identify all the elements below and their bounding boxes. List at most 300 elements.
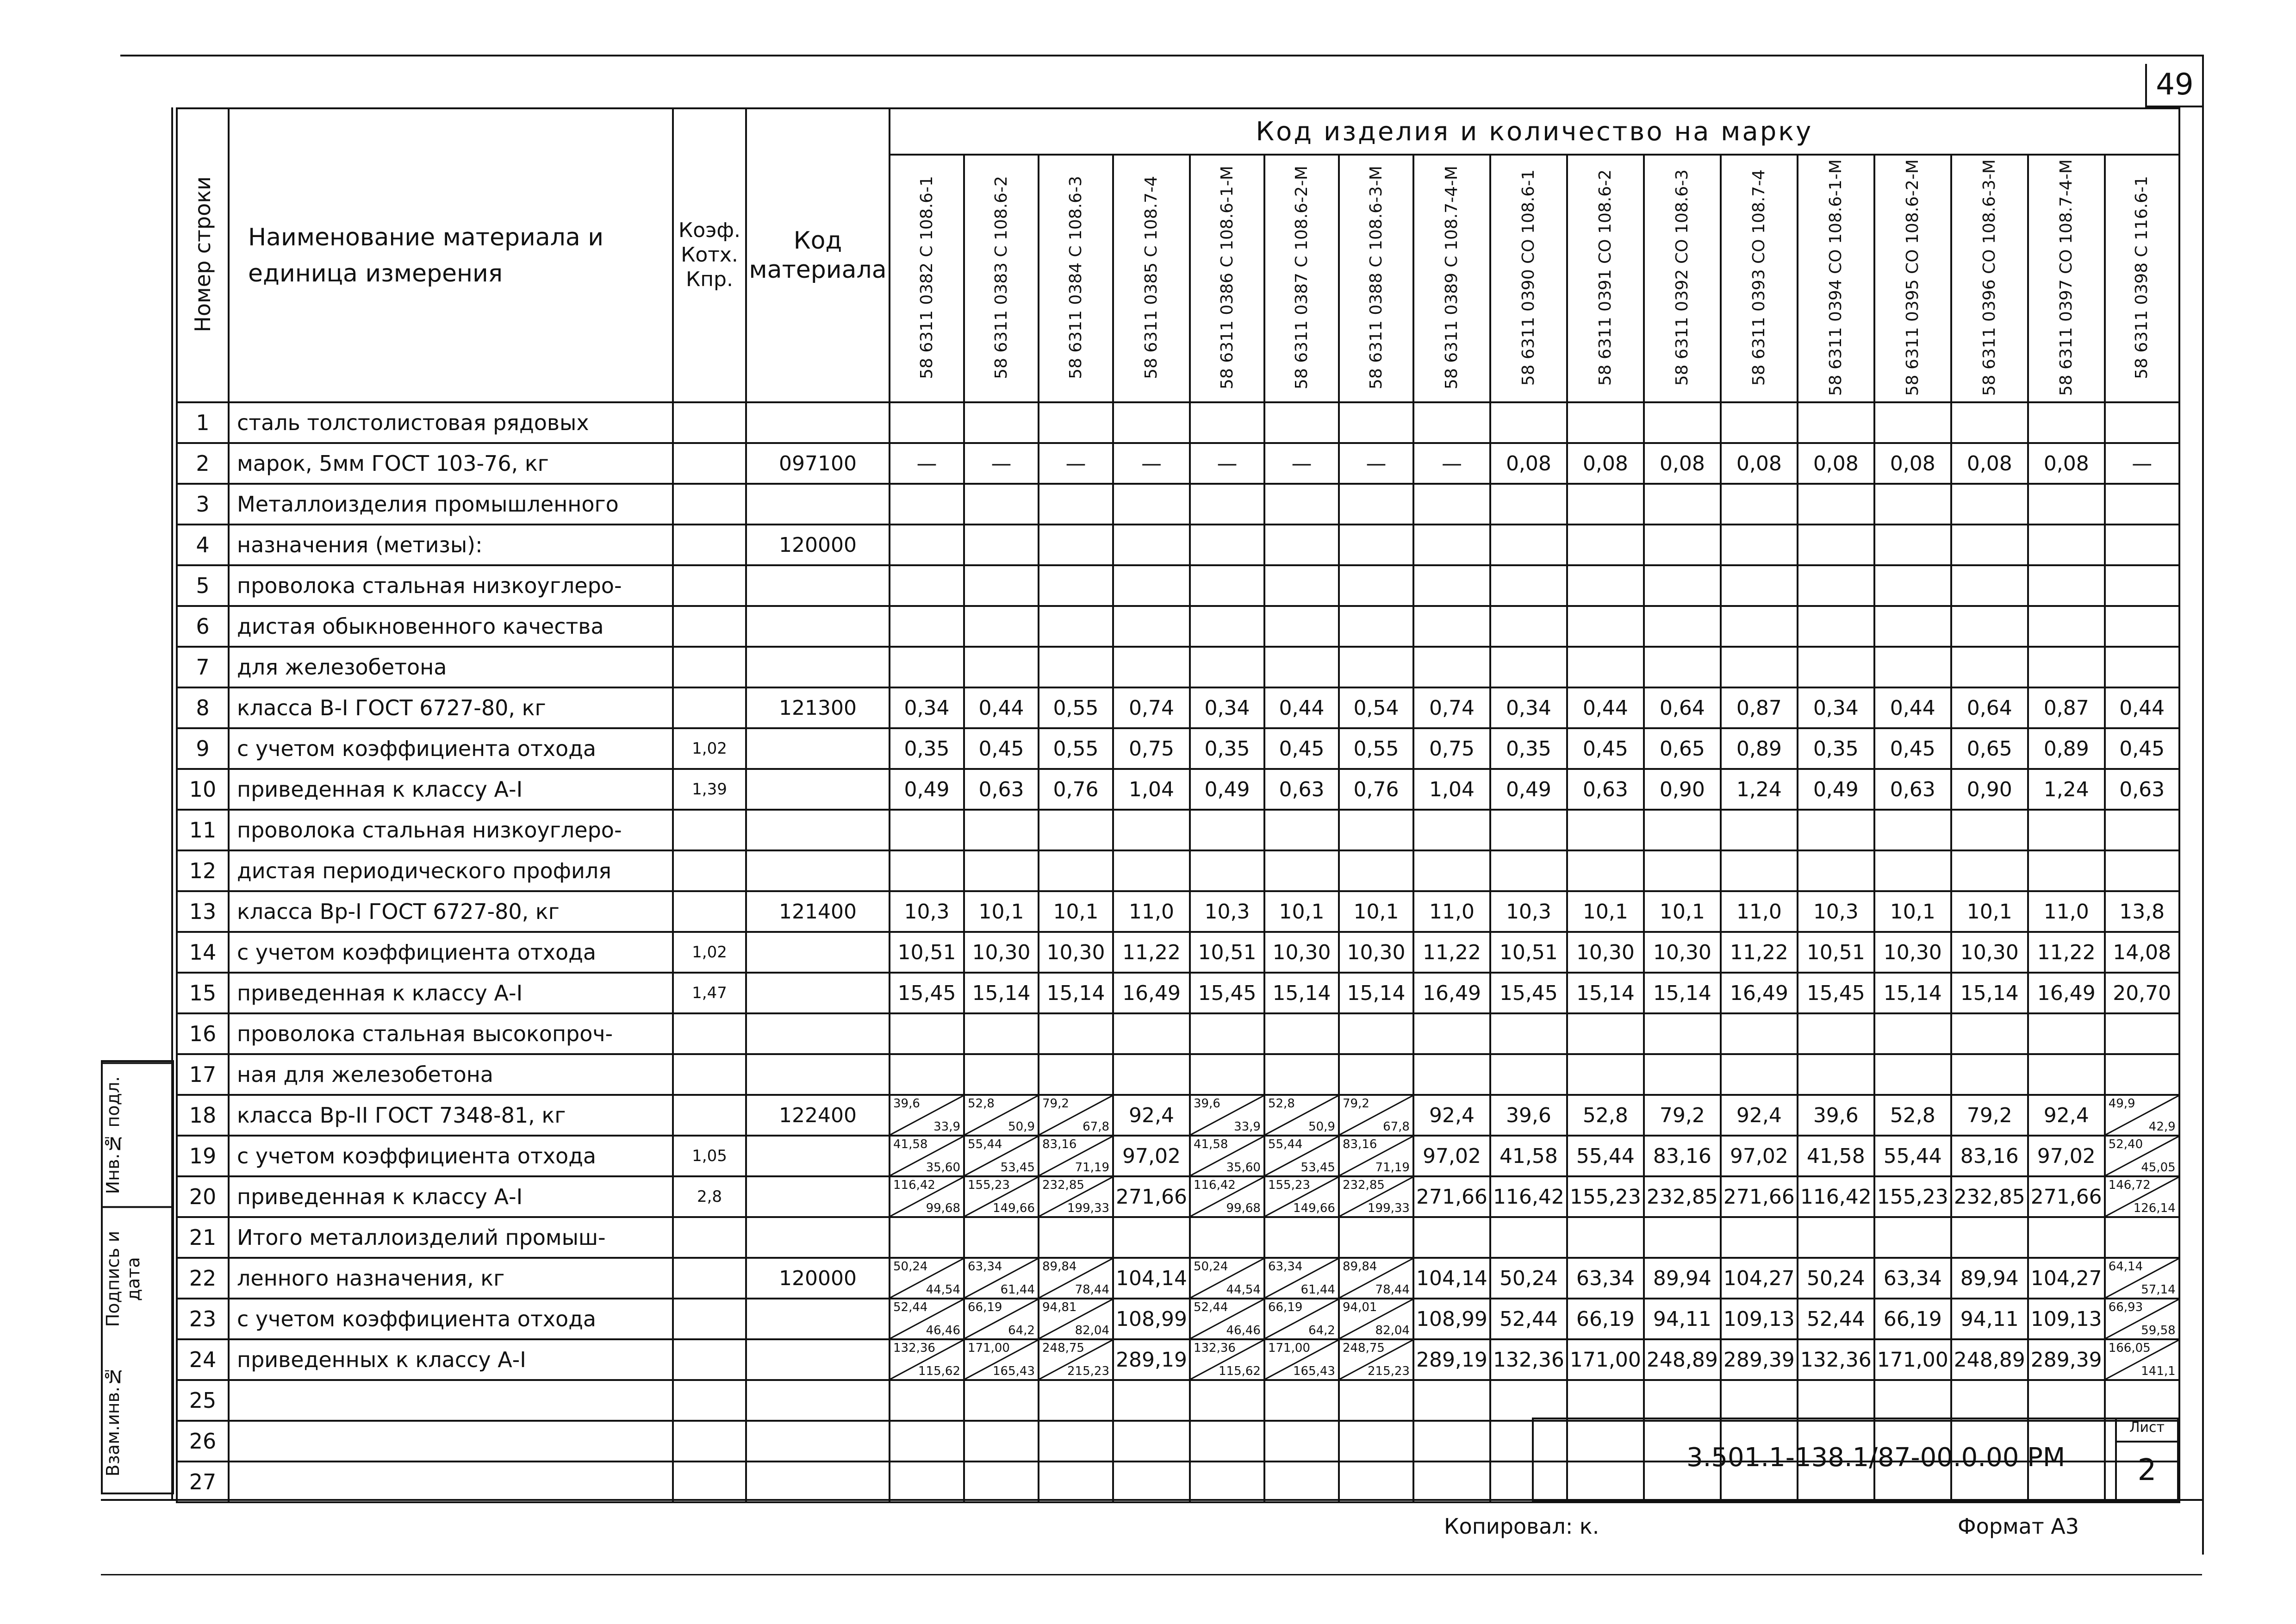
value-cell: 0,45 bbox=[1567, 728, 1644, 769]
value-cell bbox=[1490, 525, 1567, 565]
value-cell bbox=[1721, 1380, 1798, 1421]
value-cell: 232,85 bbox=[1951, 1176, 2028, 1217]
value-cell bbox=[1264, 1462, 1339, 1502]
value-cell: 0,08 bbox=[1798, 443, 1874, 484]
value-cell: 10,1 bbox=[964, 891, 1039, 932]
value-cell bbox=[1339, 1217, 1413, 1258]
value-cell bbox=[1567, 1217, 1644, 1258]
value-cell: 0,63 bbox=[2105, 769, 2179, 810]
value-cell bbox=[1721, 1217, 1798, 1258]
value-cell: 10,1 bbox=[1951, 891, 2028, 932]
value-cell: 15,14 bbox=[1339, 973, 1413, 1013]
value-lower: 165,43 bbox=[993, 1364, 1035, 1379]
value-cell bbox=[1490, 1380, 1567, 1421]
value-cell: 97,02 bbox=[1721, 1136, 1798, 1176]
value-upper: 64,14 bbox=[2108, 1260, 2143, 1274]
value-cell: 0,08 bbox=[1721, 443, 1798, 484]
table-row bbox=[177, 973, 2179, 1013]
value-cell: 248,89 bbox=[1951, 1339, 2028, 1380]
material-code-cell bbox=[746, 1013, 890, 1054]
value-cell: 14,08 bbox=[2105, 932, 2179, 973]
value-cell: 0,45 bbox=[1874, 728, 1951, 769]
table-row bbox=[177, 1013, 2179, 1054]
value-cell: 0,34 bbox=[890, 687, 964, 728]
value-cell: 1,24 bbox=[1721, 769, 1798, 810]
value-cell: 271,66 bbox=[1413, 1176, 1490, 1217]
side-stamp bbox=[101, 1060, 174, 1494]
value-cell bbox=[1567, 484, 1644, 525]
value-cell bbox=[1644, 1054, 1721, 1095]
value-cell bbox=[1339, 1462, 1413, 1502]
value-cell: 232,85 bbox=[1644, 1176, 1721, 1217]
split-value-cell bbox=[1190, 1095, 1264, 1136]
value-upper: 83,16 bbox=[1042, 1137, 1077, 1152]
value-lower: 71,19 bbox=[1375, 1161, 1410, 1175]
value-cell: 10,3 bbox=[1798, 891, 1874, 932]
value-upper: 63,34 bbox=[1268, 1260, 1303, 1274]
value-cell: 15,45 bbox=[1190, 973, 1264, 1013]
value-cell: 0,44 bbox=[2105, 687, 2179, 728]
split-value-cell bbox=[964, 1339, 1039, 1380]
value-cell bbox=[1567, 606, 1644, 647]
value-cell bbox=[1798, 525, 1874, 565]
value-cell: 289,19 bbox=[1413, 1339, 1490, 1380]
page-bottom-line bbox=[101, 1574, 2202, 1575]
value-cell: 109,13 bbox=[2028, 1299, 2105, 1339]
value-cell bbox=[1190, 484, 1264, 525]
value-cell: 1,04 bbox=[1413, 769, 1490, 810]
value-upper: 50,24 bbox=[893, 1260, 928, 1274]
value-cell: 10,1 bbox=[1567, 891, 1644, 932]
material-name: назначения (метизы): bbox=[229, 525, 673, 565]
stamp-inv-podl: Инв.№ подл. bbox=[103, 1062, 172, 1206]
value-cell: 109,13 bbox=[1721, 1299, 1798, 1339]
coef-cell bbox=[673, 810, 746, 850]
material-code-cell bbox=[746, 402, 890, 443]
value-cell: 0,34 bbox=[1798, 687, 1874, 728]
value-cell bbox=[1113, 1054, 1190, 1095]
product-code-header: 58 6311 0392 СО 108.6-3 bbox=[1644, 155, 1721, 402]
split-value-cell bbox=[1264, 1258, 1339, 1299]
value-cell: 11,0 bbox=[1113, 891, 1190, 932]
table-row bbox=[177, 1217, 2179, 1258]
row-number: 16 bbox=[177, 1013, 229, 1054]
value-cell: 16,49 bbox=[1413, 973, 1490, 1013]
value-cell bbox=[964, 1054, 1039, 1095]
table-row bbox=[177, 1136, 2179, 1176]
value-lower: 99,68 bbox=[1226, 1201, 1261, 1216]
value-cell bbox=[2028, 606, 2105, 647]
value-cell bbox=[1721, 525, 1798, 565]
value-lower: 82,04 bbox=[1075, 1324, 1109, 1338]
value-cell bbox=[1339, 1421, 1413, 1462]
row-number: 25 bbox=[177, 1380, 229, 1421]
sheet-label: Лист bbox=[2117, 1419, 2177, 1443]
split-value-cell bbox=[890, 1176, 964, 1217]
value-cell: 0,08 bbox=[1951, 443, 2028, 484]
value-lower: 35,60 bbox=[926, 1161, 960, 1175]
split-value-cell bbox=[964, 1258, 1039, 1299]
top-border-line bbox=[120, 55, 2203, 56]
value-cell bbox=[2105, 484, 2179, 525]
value-cell bbox=[1413, 1054, 1490, 1095]
value-cell bbox=[1190, 525, 1264, 565]
value-cell bbox=[1567, 1054, 1644, 1095]
value-cell: 0,44 bbox=[1264, 687, 1339, 728]
product-code-header: 58 6311 0390 СО 108.6-1 bbox=[1490, 155, 1567, 402]
document-number: 3.501.1-138.1/87-00.0.00 РМ bbox=[1686, 1443, 2066, 1473]
value-cell bbox=[1567, 1013, 1644, 1054]
table-row bbox=[177, 1176, 2179, 1217]
value-cell bbox=[1190, 606, 1264, 647]
value-cell: 104,14 bbox=[1113, 1258, 1190, 1299]
value-cell: 10,30 bbox=[1644, 932, 1721, 973]
value-cell: 89,94 bbox=[1644, 1258, 1721, 1299]
row-number: 9 bbox=[177, 728, 229, 769]
value-cell: 11,22 bbox=[1113, 932, 1190, 973]
value-cell: 10,30 bbox=[1339, 932, 1413, 973]
value-lower: 78,44 bbox=[1075, 1283, 1109, 1297]
value-cell bbox=[1798, 606, 1874, 647]
split-value-cell bbox=[2105, 1258, 2179, 1299]
value-cell bbox=[1413, 565, 1490, 606]
value-cell bbox=[1567, 647, 1644, 687]
value-cell bbox=[890, 1462, 964, 1502]
value-upper: 116,42 bbox=[1193, 1178, 1236, 1193]
row-number: 14 bbox=[177, 932, 229, 973]
table-row bbox=[177, 647, 2179, 687]
value-cell: 20,70 bbox=[2105, 973, 2179, 1013]
value-cell: 92,4 bbox=[2028, 1095, 2105, 1136]
value-lower: 67,8 bbox=[1083, 1120, 1109, 1134]
value-upper: 248,75 bbox=[1342, 1341, 1385, 1355]
product-code-header: 58 6311 0397 СО 108.7-4-М bbox=[2028, 155, 2105, 402]
value-cell bbox=[1113, 810, 1190, 850]
value-cell: 108,99 bbox=[1113, 1299, 1190, 1339]
coef-cell: 1,02 bbox=[673, 728, 746, 769]
value-lower: 149,66 bbox=[1293, 1201, 1335, 1216]
row-number: 12 bbox=[177, 850, 229, 891]
value-cell bbox=[1874, 1013, 1951, 1054]
value-cell: 116,42 bbox=[1490, 1176, 1567, 1217]
value-cell bbox=[964, 850, 1039, 891]
split-value-cell bbox=[1339, 1136, 1413, 1176]
value-cell bbox=[1567, 402, 1644, 443]
split-value-cell bbox=[1039, 1095, 1113, 1136]
material-code-cell bbox=[746, 1217, 890, 1258]
value-cell: 92,4 bbox=[1413, 1095, 1490, 1136]
value-cell bbox=[1490, 484, 1567, 525]
coef-cell bbox=[673, 891, 746, 932]
value-cell bbox=[1039, 850, 1113, 891]
value-cell bbox=[2105, 647, 2179, 687]
value-cell: 0,90 bbox=[1644, 769, 1721, 810]
value-cell bbox=[890, 1421, 964, 1462]
value-cell: 1,24 bbox=[2028, 769, 2105, 810]
value-cell bbox=[964, 1380, 1039, 1421]
table-row bbox=[177, 810, 2179, 850]
value-cell bbox=[1721, 810, 1798, 850]
value-upper: 52,8 bbox=[968, 1097, 995, 1111]
material-name: проволока стальная высокопроч- bbox=[229, 1013, 673, 1054]
value-cell: — bbox=[1039, 443, 1113, 484]
value-cell bbox=[1721, 647, 1798, 687]
value-cell bbox=[1039, 565, 1113, 606]
value-upper: 248,75 bbox=[1042, 1341, 1084, 1355]
value-cell bbox=[964, 565, 1039, 606]
value-cell bbox=[1798, 810, 1874, 850]
value-upper: 89,84 bbox=[1042, 1260, 1077, 1274]
value-cell bbox=[890, 606, 964, 647]
value-lower: 44,54 bbox=[1226, 1283, 1261, 1297]
value-cell: 171,00 bbox=[1567, 1339, 1644, 1380]
value-cell bbox=[1874, 647, 1951, 687]
material-code-cell bbox=[746, 1421, 890, 1462]
table-row bbox=[177, 402, 2179, 443]
value-cell bbox=[964, 810, 1039, 850]
row-number: 3 bbox=[177, 484, 229, 525]
material-code-cell: 122400 bbox=[746, 1095, 890, 1136]
material-code-cell bbox=[746, 484, 890, 525]
value-cell bbox=[890, 1217, 964, 1258]
material-code-cell bbox=[746, 1380, 890, 1421]
coef-cell bbox=[673, 1380, 746, 1421]
value-lower: 71,19 bbox=[1075, 1161, 1109, 1175]
value-cell: 63,34 bbox=[1874, 1258, 1951, 1299]
material-name bbox=[229, 1421, 673, 1462]
table-row bbox=[177, 1095, 2179, 1136]
product-group-header: Код изделия и количество на марку bbox=[890, 108, 2179, 155]
value-cell: 15,14 bbox=[1264, 973, 1339, 1013]
row-number: 18 bbox=[177, 1095, 229, 1136]
value-cell: 0,49 bbox=[1490, 769, 1567, 810]
value-cell bbox=[964, 1421, 1039, 1462]
value-upper: 232,85 bbox=[1342, 1178, 1385, 1193]
row-number: 4 bbox=[177, 525, 229, 565]
split-value-cell bbox=[964, 1299, 1039, 1339]
table-row bbox=[177, 728, 2179, 769]
material-code-cell bbox=[746, 647, 890, 687]
value-cell: 10,1 bbox=[1039, 891, 1113, 932]
value-upper: 155,23 bbox=[968, 1178, 1010, 1193]
value-cell bbox=[1264, 402, 1339, 443]
value-cell bbox=[1567, 565, 1644, 606]
value-cell bbox=[1339, 810, 1413, 850]
row-number: 5 bbox=[177, 565, 229, 606]
value-cell: 1,04 bbox=[1113, 769, 1190, 810]
value-cell bbox=[1264, 810, 1339, 850]
product-code-header: 58 6311 0383 С 108.6-2 bbox=[964, 155, 1039, 402]
split-value-cell bbox=[890, 1136, 964, 1176]
value-cell bbox=[1264, 1217, 1339, 1258]
value-cell: 94,11 bbox=[1951, 1299, 2028, 1339]
value-upper: 39,6 bbox=[893, 1097, 920, 1111]
value-cell bbox=[1951, 565, 2028, 606]
value-lower: 67,8 bbox=[1383, 1120, 1410, 1134]
value-cell: 0,55 bbox=[1039, 728, 1113, 769]
value-cell bbox=[890, 565, 964, 606]
row-number: 13 bbox=[177, 891, 229, 932]
split-value-cell bbox=[1039, 1176, 1113, 1217]
material-code-cell bbox=[746, 1054, 890, 1095]
value-cell bbox=[1413, 1380, 1490, 1421]
value-cell bbox=[1490, 850, 1567, 891]
row-number: 1 bbox=[177, 402, 229, 443]
value-cell bbox=[2028, 647, 2105, 687]
product-code-header: 58 6311 0384 С 108.6-3 bbox=[1039, 155, 1113, 402]
value-cell bbox=[1113, 1462, 1190, 1502]
value-cell: 0,55 bbox=[1039, 687, 1113, 728]
split-value-cell bbox=[1339, 1176, 1413, 1217]
value-cell: 0,74 bbox=[1413, 687, 1490, 728]
material-code-cell: 097100 bbox=[746, 443, 890, 484]
value-cell bbox=[2028, 1013, 2105, 1054]
value-cell: 15,14 bbox=[1567, 973, 1644, 1013]
value-cell bbox=[1951, 810, 2028, 850]
value-cell: 13,8 bbox=[2105, 891, 2179, 932]
value-cell: 63,34 bbox=[1567, 1258, 1644, 1299]
value-cell bbox=[2028, 1054, 2105, 1095]
value-cell bbox=[1264, 606, 1339, 647]
value-cell: 15,14 bbox=[1039, 973, 1113, 1013]
row-number: 2 bbox=[177, 443, 229, 484]
value-upper: 52,44 bbox=[893, 1300, 928, 1315]
value-cell: 52,44 bbox=[1798, 1299, 1874, 1339]
value-cell bbox=[1951, 850, 2028, 891]
value-cell bbox=[1339, 1380, 1413, 1421]
material-code-cell bbox=[746, 769, 890, 810]
split-value-cell bbox=[1190, 1339, 1264, 1380]
value-lower: 165,43 bbox=[1293, 1364, 1335, 1379]
value-upper: 116,42 bbox=[893, 1178, 935, 1193]
value-cell: 0,35 bbox=[1190, 728, 1264, 769]
value-cell: 79,2 bbox=[1951, 1095, 2028, 1136]
material-name: класса Вр-II ГОСТ 7348-81, кг bbox=[229, 1095, 673, 1136]
value-cell bbox=[2105, 850, 2179, 891]
material-code-cell: 120000 bbox=[746, 525, 890, 565]
value-cell bbox=[1721, 1054, 1798, 1095]
value-cell bbox=[1567, 850, 1644, 891]
material-code-cell bbox=[746, 1339, 890, 1380]
value-cell bbox=[2028, 484, 2105, 525]
value-cell: 10,30 bbox=[964, 932, 1039, 973]
value-cell bbox=[1951, 1380, 2028, 1421]
value-cell bbox=[2105, 606, 2179, 647]
value-cell bbox=[1721, 402, 1798, 443]
value-cell bbox=[1190, 647, 1264, 687]
value-cell: 0,49 bbox=[1798, 769, 1874, 810]
value-cell: — bbox=[1190, 443, 1264, 484]
value-cell: 289,19 bbox=[1113, 1339, 1190, 1380]
split-value-cell bbox=[1264, 1095, 1339, 1136]
value-cell: 0,08 bbox=[1567, 443, 1644, 484]
value-cell: 0,45 bbox=[1264, 728, 1339, 769]
value-cell bbox=[1874, 1054, 1951, 1095]
value-cell bbox=[2028, 1217, 2105, 1258]
value-cell bbox=[1874, 810, 1951, 850]
material-name: с учетом коэффициента отхода bbox=[229, 1136, 673, 1176]
value-cell bbox=[1113, 402, 1190, 443]
value-cell bbox=[1490, 565, 1567, 606]
value-upper: 41,58 bbox=[1193, 1137, 1228, 1152]
value-cell bbox=[1039, 484, 1113, 525]
value-cell bbox=[1190, 850, 1264, 891]
value-cell bbox=[2105, 565, 2179, 606]
coef-cell bbox=[673, 1299, 746, 1339]
value-cell bbox=[1190, 1462, 1264, 1502]
value-cell bbox=[1413, 810, 1490, 850]
product-code-header: 58 6311 0398 С 116.6-1 bbox=[2105, 155, 2179, 402]
value-cell: 10,30 bbox=[1264, 932, 1339, 973]
split-value-cell bbox=[1190, 1299, 1264, 1339]
material-name bbox=[229, 1462, 673, 1502]
value-cell: 271,66 bbox=[1113, 1176, 1190, 1217]
value-cell bbox=[1113, 850, 1190, 891]
material-name: с учетом коэффициента отхода bbox=[229, 1299, 673, 1339]
table-row bbox=[177, 891, 2179, 932]
split-value-cell bbox=[2105, 1095, 2179, 1136]
value-cell: 271,66 bbox=[2028, 1176, 2105, 1217]
value-cell: 0,44 bbox=[1567, 687, 1644, 728]
value-cell bbox=[1951, 1013, 2028, 1054]
value-cell bbox=[1190, 1054, 1264, 1095]
split-value-cell bbox=[890, 1339, 964, 1380]
value-lower: 82,04 bbox=[1375, 1324, 1410, 1338]
value-cell bbox=[1039, 1462, 1113, 1502]
value-cell bbox=[1798, 484, 1874, 525]
table-row bbox=[177, 606, 2179, 647]
split-value-cell bbox=[1264, 1176, 1339, 1217]
value-cell: 10,51 bbox=[1190, 932, 1264, 973]
value-cell: 50,24 bbox=[1490, 1258, 1567, 1299]
value-cell: 11,22 bbox=[1413, 932, 1490, 973]
value-cell bbox=[1644, 565, 1721, 606]
value-cell bbox=[1798, 1380, 1874, 1421]
value-cell bbox=[2105, 1217, 2179, 1258]
material-name: для железобетона bbox=[229, 647, 673, 687]
value-cell bbox=[1339, 850, 1413, 891]
value-cell bbox=[1413, 484, 1490, 525]
value-lower: 199,33 bbox=[1367, 1201, 1410, 1216]
product-code-header: 58 6311 0393 СО 108.7-4 bbox=[1721, 155, 1798, 402]
coef-cell bbox=[673, 687, 746, 728]
split-value-cell bbox=[1039, 1339, 1113, 1380]
value-cell: 0,89 bbox=[1721, 728, 1798, 769]
material-name: Металлоизделия промышленного bbox=[229, 484, 673, 525]
split-value-cell bbox=[964, 1136, 1039, 1176]
value-cell bbox=[1039, 402, 1113, 443]
name-header: Наименование материала и единица измерения bbox=[229, 108, 673, 402]
material-name: приведенная к классу А-I bbox=[229, 973, 673, 1013]
value-cell bbox=[1113, 606, 1190, 647]
value-cell bbox=[1339, 647, 1413, 687]
material-code-cell bbox=[746, 1299, 890, 1339]
value-cell: 0,35 bbox=[1798, 728, 1874, 769]
value-cell bbox=[1951, 402, 2028, 443]
value-cell bbox=[1798, 1054, 1874, 1095]
value-cell: 132,36 bbox=[1798, 1339, 1874, 1380]
material-spec-table bbox=[176, 107, 2180, 1503]
value-lower: 64,2 bbox=[1308, 1324, 1335, 1338]
value-cell bbox=[1721, 1013, 1798, 1054]
value-cell bbox=[1339, 606, 1413, 647]
value-cell bbox=[1039, 647, 1113, 687]
value-cell: 0,75 bbox=[1413, 728, 1490, 769]
split-value-cell bbox=[2105, 1136, 2179, 1176]
value-cell: 0,08 bbox=[1490, 443, 1567, 484]
value-cell bbox=[1264, 484, 1339, 525]
value-lower: 35,60 bbox=[1226, 1161, 1261, 1175]
